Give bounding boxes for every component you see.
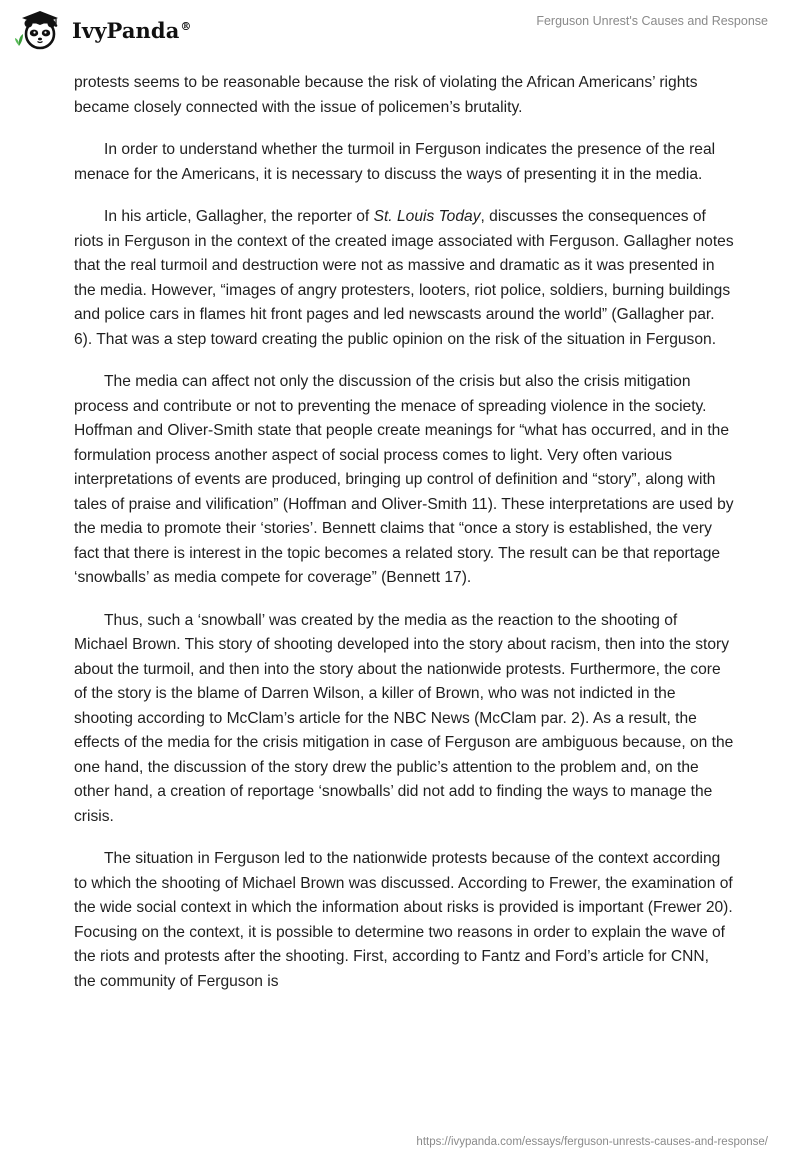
registered-mark: ® bbox=[180, 19, 192, 33]
paragraph-text: Thus, such a ‘snowball’ was created by the media as the reaction to the shooting of Michael Brown. This story of shooting developed into the story about racism, then into the story about the turmoil, and then into the story about the nationwide protests. Furthermore, the core of the story is the blame of Darren Wilson, a killer of Brown, who was not indicted in the shooting according to McClam’s article for the NBC News (McClam par. 2). As a result, the effects of the media for the crisis mitigation in case of Ferguson are ambiguous because, on the one hand, the discussion of the story drew the public’s attention to the problem and, on the other hand, a creation of reportage ‘snowballs’ did not add to finding the ways to manage the crisis. bbox=[74, 611, 734, 825]
footer-url[interactable]: https://ivypanda.com/essays/ferguson-unrests-causes-and-response/ bbox=[416, 1136, 768, 1148]
paragraph-text: , discusses the consequences of riots in Ferguson in the context of the created image associated with Ferguson. Gallagher notes that the real turmoil and destruction were not as massive and dramatic as it was presented in the media. However, “images of angry protesters, looters, riot police, soldiers, burning buildings and police cars in flames hit front pages and led newscasts around the world” (Gallagher par. 6). That was a step toward creating the public opinion on the risk of the situation in Ferguson. bbox=[74, 208, 734, 348]
body-paragraph bbox=[74, 609, 734, 830]
paragraph-text: protests seems to be reasonable because the risk of violating the African Americans’ rights became closely connected with the issue of policemen’s brutality. bbox=[74, 74, 698, 116]
paragraph-text: The media can affect not only the discussion of the crisis but also the crisis mitigation process and contribute or not to preventing the menace of spreading violence in the society. Hoffman and Oliver-Smith state that people create meanings for “what has occurred, and in the formulation process another aspect of social process comes to light. Very often various interpretations of events are produced, bringing up control of definition and “story”, along with tales of praise and vilification” (Hoffman and Oliver-Smith 11). These interpretations are used by the media to promote their ‘stories’. Bennett claims that “once a story is established, the very fact that there is interest in the topic becomes a related story. The result can be that reportage ‘snowballs’ as media compete for coverage” (Bennett 17). bbox=[74, 373, 734, 586]
page-header bbox=[0, 0, 800, 70]
body-paragraph bbox=[74, 205, 734, 352]
document-title: Ferguson Unrest's Causes and Response bbox=[536, 14, 768, 28]
paragraph-text: In his article, Gallagher, the reporter of bbox=[104, 208, 374, 225]
ivypanda-logo[interactable] bbox=[14, 10, 192, 50]
body-paragraph bbox=[74, 847, 734, 994]
logo-wordmark: IvyPanda® bbox=[72, 17, 192, 43]
publication-title: St. Louis Today bbox=[373, 208, 481, 225]
body-paragraph bbox=[74, 138, 734, 187]
paragraph-text: The situation in Ferguson led to the nationwide protests because of the context according to which the shooting of Michael Brown was discussed. According to Frewer, the examination of the wide social context in which the information about risks is provided is important (Frewer 20). Focusing on the context, it is possible to determine two reasons in order to explain the wave of the riots and protests after the shooting. First, according to Fantz and Ford’s article for CNN, the community of Ferguson is bbox=[74, 850, 733, 990]
essay-body bbox=[74, 71, 734, 1012]
body-paragraph bbox=[74, 370, 734, 591]
panda-graduate-icon bbox=[14, 10, 66, 50]
body-paragraph bbox=[74, 71, 734, 120]
paragraph-text: In order to understand whether the turmoil in Ferguson indicates the presence of the real menace for the Americans, it is necessary to discuss the ways of presenting it in the media. bbox=[74, 141, 716, 183]
